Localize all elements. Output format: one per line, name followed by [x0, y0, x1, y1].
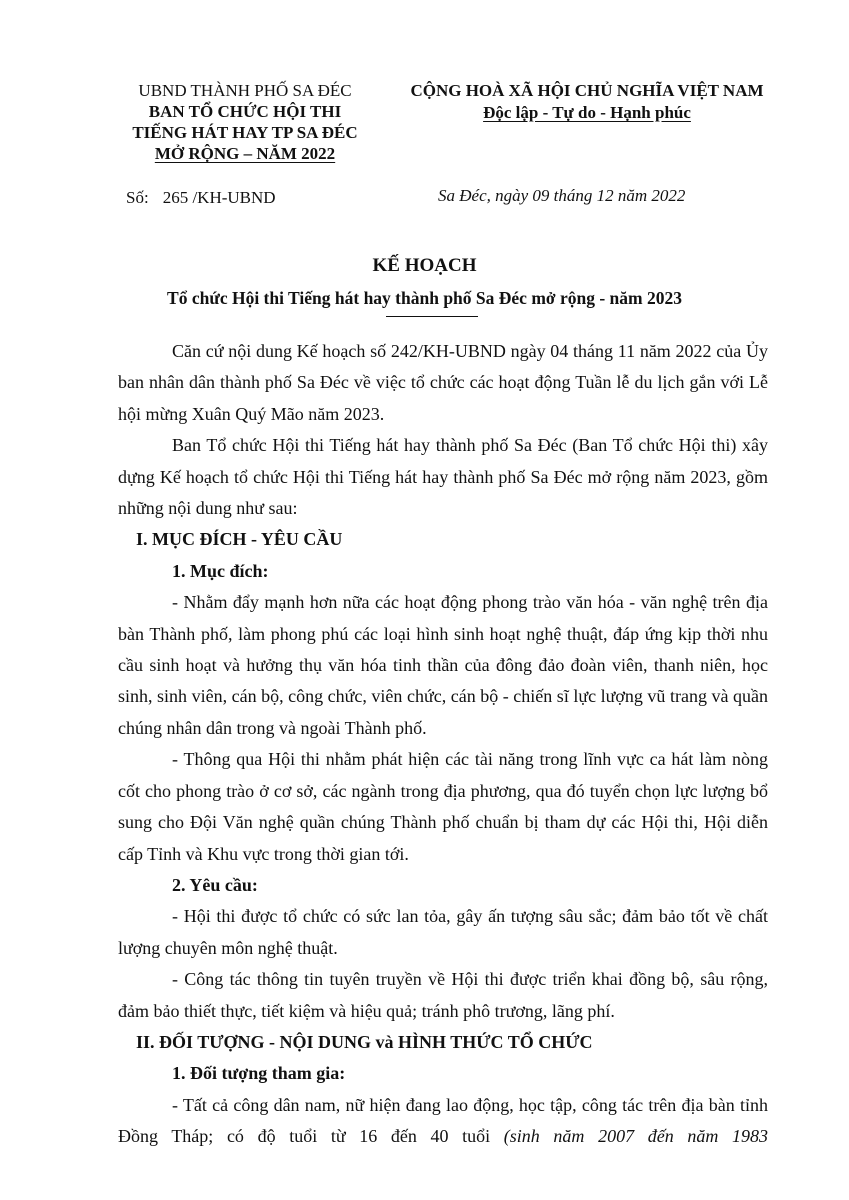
document-number: [126, 188, 276, 208]
paragraph-participants-italic: (sinh năm 2007 đến năm 1983: [503, 1126, 768, 1147]
paragraph-legal-basis: Căn cứ nội dung Kế hoạch số 242/KH-UBND ngày 04 tháng 11 năm 2022 của Ủy ban nhân dân thành phố Sa Đéc về việc tổ chức các hoạt động Tuần lễ du lịch gắn với Lễ hội mừng Xuân Quý Mão năm 2023.: [118, 341, 768, 424]
paragraph-intro: Ban Tổ chức Hội thi Tiếng hát hay thành phố Sa Đéc (Ban Tổ chức Hội thi) xây dựng Kế hoạch tổ chức Hội thi Tiếng hát hay thành phố Sa Đéc mở rộng năm 2023, gồm những nội dung như sau:: [118, 435, 768, 519]
paragraph-purpose-1: - Nhằm đẩy mạnh hơn nữa các hoạt động phong trào văn hóa - văn nghệ trên địa bàn Thành phố, làm phong phú các loại hình sinh hoạt nghệ thuật, đáp ứng kịp thời nhu cầu sinh hoạt và hưởng thụ văn hóa tinh thần của đông đảo đoàn viên, thanh niên, học sinh, sinh viên, cán bộ, công chức, viên chức, cán bộ - chiến sĩ lực lượng vũ trang và quần chúng nhân dân trong và ngoài Thành phố.: [118, 592, 768, 738]
national-motto: [392, 102, 782, 124]
issuing-authority-block: [100, 80, 390, 164]
paragraph-participants: [118, 1090, 768, 1153]
document-number-value: 265 /KH-UBND: [162, 188, 276, 207]
paragraph-participants-text: - Tất cả công dân nam, nữ hiện đang lao động, học tập, công tác trên địa bàn tỉnh Đồng Tháp; có độ tuổi từ 16 đến 40 tuổi: [118, 1094, 768, 1147]
paragraph-purpose-2: - Thông qua Hội thi nhằm phát hiện các tài năng trong lĩnh vực ca hát làm nòng cốt cho phong trào ở cơ sở, các ngành trong địa phương, qua đó tuyển chọn lực lượng bổ sung cho Đội Văn nghệ quần chúng Thành phố chuẩn bị tham dự các Hội thi, Hội diễn cấp Tỉnh và Khu vực trong thời gian tới.: [118, 749, 768, 864]
committee-name-line3-text: MỞ RỘNG – NĂM 2022: [154, 144, 336, 163]
place-date-line: Sa Đéc, ngày 09 tháng 12 năm 2022: [438, 186, 686, 205]
committee-name-line1: BAN TỔ CHỨC HỘI THI: [148, 102, 342, 121]
country-name: CỘNG HOÀ XÃ HỘI CHỦ NGHĨA VIỆT NAM: [410, 81, 764, 100]
paragraph-requirement-2: - Công tác thông tin tuyên truyền về Hội thi được triển khai đồng bộ, sâu rộng, đảm bảo thiết thực, tiết kiệm và hiệu quả; tránh phô trương, lãng phí.: [118, 969, 768, 1021]
document-title: KẾ HOẠCH: [372, 255, 477, 276]
document-subtitle: Tổ chức Hội thi Tiếng hát hay thành phố Sa Đéc mở rộng - năm 2023: [167, 288, 682, 308]
document-number-label: Số:: [126, 188, 149, 207]
paragraph-requirement-1: - Hội thi được tổ chức có sức lan tỏa, gây ấn tượng sâu sắc; đảm bảo tốt về chất lượng chuyên môn nghệ thuật.: [118, 906, 768, 958]
national-motto-text: Độc lập - Tự do - Hạnh phúc: [483, 103, 691, 122]
subsection-heading-requirements: 2. Yêu cầu:: [172, 874, 258, 895]
subtitle-divider: [386, 316, 478, 317]
subsection-heading-participants: 1. Đối tượng tham gia:: [172, 1063, 346, 1084]
section-heading-II: II. ĐỐI TƯỢNG - NỘI DUNG và HÌNH THỨC TỔ CHỨC: [136, 1031, 593, 1052]
document-body: [118, 336, 768, 1153]
section-heading-I: I. MỤC ĐÍCH - YÊU CẦU: [136, 529, 343, 550]
committee-name-line3: [100, 143, 390, 164]
authority-name: UBND THÀNH PHỐ SA ĐÉC: [138, 81, 352, 100]
subsection-heading-purpose: 1. Mục đích:: [172, 560, 269, 581]
committee-name-line2: TIẾNG HÁT HAY TP SA ĐÉC: [132, 123, 358, 142]
national-header-block: [392, 80, 782, 124]
